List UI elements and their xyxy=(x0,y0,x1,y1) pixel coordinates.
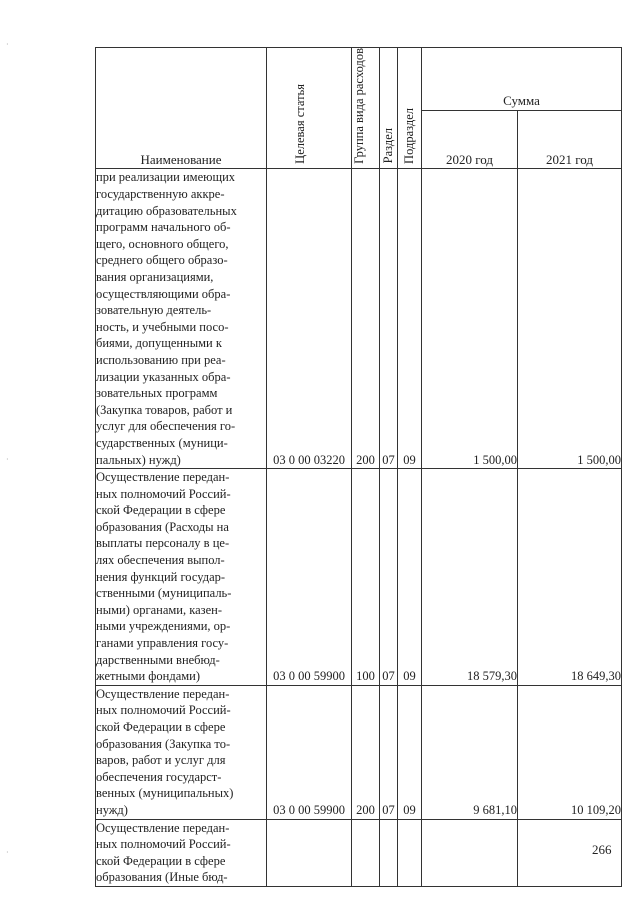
row-name-line: нужд) xyxy=(96,802,128,817)
row-name-line: венных (муниципальных) xyxy=(96,786,234,801)
row-name-line: Осуществление передан- xyxy=(96,470,230,485)
row-name-line: зовательных программ xyxy=(96,386,218,401)
header-subsection xyxy=(398,48,422,169)
row-sum-2020: 18 579,30 xyxy=(422,469,518,686)
row-code: 03 0 00 03220 xyxy=(267,169,352,469)
row-name-line: щего, основного общего, xyxy=(96,236,229,251)
row-sum-2020: 9 681,10 xyxy=(422,685,518,819)
header-code-text: Целевая статья xyxy=(293,83,307,164)
row-name-line: (Закупка товаров, работ и xyxy=(96,402,233,417)
row-section: 07 xyxy=(380,469,398,686)
row-name-line: дитацию образовательных xyxy=(96,203,237,218)
row-name-line: ными учреждениями, ор- xyxy=(96,619,231,634)
row-group xyxy=(352,819,380,886)
row-name-line: ственными (муниципаль- xyxy=(96,586,232,601)
row-section: 07 xyxy=(380,169,398,469)
row-name-line: ных полномочий Россий- xyxy=(96,703,231,718)
row-name-line: дарственными внебюд- xyxy=(96,652,220,667)
header-section-text: Раздел xyxy=(381,128,395,164)
row-name-line: осуществляющими обра- xyxy=(96,286,231,301)
header-year-2020: 2020 год xyxy=(422,110,518,169)
row-name-line: ных полномочий Россий- xyxy=(96,486,231,501)
margin-mark: · xyxy=(6,848,9,857)
row-sum-2021: 10 109,20 xyxy=(518,685,622,819)
row-name-line: варов, работ и услуг для xyxy=(96,753,226,768)
row-name xyxy=(96,819,267,886)
row-name-line: Осуществление передан- xyxy=(96,820,230,835)
table-row xyxy=(96,685,622,819)
row-name-line: ской Федерации в сфере xyxy=(96,503,226,518)
row-name-line: нения функций государ- xyxy=(96,569,226,584)
row-sum-2021: 18 649,30 xyxy=(518,469,622,686)
row-name-line: зовательную деятель- xyxy=(96,303,212,318)
row-name-line: при реализации имеющих xyxy=(96,170,236,185)
row-group: 100 xyxy=(352,469,380,686)
header-row-top xyxy=(96,48,622,111)
row-section xyxy=(380,819,398,886)
row-name-line: сударственных (муници- xyxy=(96,435,228,450)
row-group: 200 xyxy=(352,685,380,819)
row-name-line: образования (Закупка то- xyxy=(96,736,231,751)
row-section: 07 xyxy=(380,685,398,819)
row-name-line: ных полномочий Россий- xyxy=(96,837,231,852)
row-sum-2020 xyxy=(422,819,518,886)
row-subsection: 09 xyxy=(398,685,422,819)
row-name-line: образования (Расходы на xyxy=(96,519,229,534)
header-sum: Сумма xyxy=(422,48,622,111)
row-name-line: вания организациями, xyxy=(96,269,214,284)
row-name-line: среднего общего образо- xyxy=(96,253,228,268)
header-name: Наименование xyxy=(96,48,267,169)
table-body xyxy=(96,169,622,887)
row-name-line: ской Федерации в сфере xyxy=(96,853,226,868)
margin-mark: · xyxy=(6,40,9,49)
table-row xyxy=(96,819,622,886)
row-code xyxy=(267,819,352,886)
row-code: 03 0 00 59900 xyxy=(267,685,352,819)
table-row xyxy=(96,469,622,686)
header-subsection-text: Подраздел xyxy=(402,107,416,164)
row-name-line: жетными фондами) xyxy=(96,669,201,684)
margin-mark: · xyxy=(6,455,9,464)
header-year-2021: 2021 год xyxy=(518,110,622,169)
row-name xyxy=(96,469,267,686)
row-name xyxy=(96,169,267,469)
row-subsection: 09 xyxy=(398,469,422,686)
row-name-line: ской Федерации в сфере xyxy=(96,720,226,734)
row-name-line: лизации указанных обра- xyxy=(96,369,231,384)
header-code xyxy=(267,48,352,169)
row-name-line: обеспечения государст- xyxy=(96,769,222,784)
row-name-line: ность, и учебными посо- xyxy=(96,319,229,334)
budget-table xyxy=(95,47,622,887)
row-sum-2021: 1 500,00 xyxy=(518,169,622,469)
row-name-line: лях обеспечения выпол- xyxy=(96,553,225,568)
table-row xyxy=(96,169,622,469)
row-group: 200 xyxy=(352,169,380,469)
row-name-line: использованию при реа- xyxy=(96,352,226,367)
row-name-line: программ начального об- xyxy=(96,220,231,235)
row-name xyxy=(96,685,267,819)
header-section xyxy=(380,48,398,169)
row-name-line: выплаты персоналу в це- xyxy=(96,536,230,551)
page-number: 266 xyxy=(592,842,612,857)
row-name-line: ганами управления госу- xyxy=(96,636,229,651)
row-name-line: государственную аккре- xyxy=(96,187,225,201)
row-name-line: образования (Иные бюд- xyxy=(96,870,228,885)
header-group-text: Группа вида расходов xyxy=(351,48,366,164)
row-subsection xyxy=(398,819,422,886)
row-name-line: пальных) нужд) xyxy=(96,452,181,467)
row-name-line: Осуществление передан- xyxy=(96,686,230,701)
row-code: 03 0 00 59900 xyxy=(267,469,352,686)
row-name-line: услуг для обеспечения го- xyxy=(96,419,236,434)
header-group xyxy=(352,48,380,169)
row-name-line: биями, допущенными к xyxy=(96,336,222,351)
row-name-line: ными) органами, казен- xyxy=(96,602,223,617)
row-subsection: 09 xyxy=(398,169,422,469)
row-sum-2020: 1 500,00 xyxy=(422,169,518,469)
